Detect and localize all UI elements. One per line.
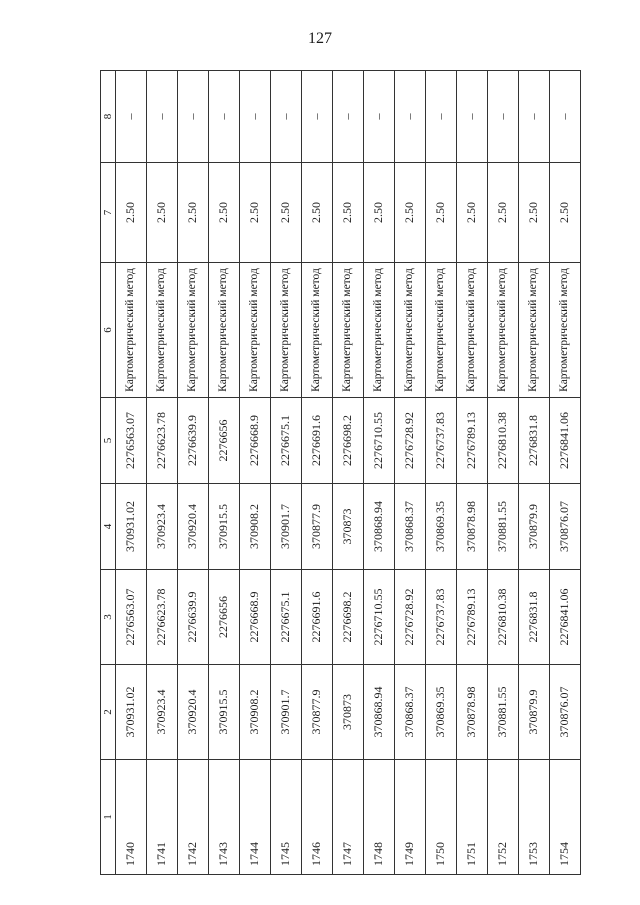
table-cell-c3: 2276623.78 bbox=[147, 570, 178, 665]
table-cell-c5: 2276623.78 bbox=[147, 398, 178, 484]
table-cell-c8: – bbox=[488, 71, 519, 163]
coordinates-table bbox=[100, 70, 581, 875]
table-cell-c2: 370908.2 bbox=[240, 665, 271, 760]
table-cell-c6: Картометрический метод bbox=[426, 263, 457, 398]
table-row bbox=[116, 71, 147, 875]
table-cell-c2: 370901.7 bbox=[271, 665, 302, 760]
table-cell-c1: 1744 bbox=[240, 760, 271, 875]
table-row bbox=[147, 71, 178, 875]
table-cell-c3: 2276639.9 bbox=[178, 570, 209, 665]
table-cell-c6: Картометрический метод bbox=[240, 263, 271, 398]
table-cell-c1: 1740 bbox=[116, 760, 147, 875]
table-row bbox=[302, 71, 333, 875]
table-cell-c4: 370877.9 bbox=[302, 484, 333, 570]
table-cell-c4: 370931.02 bbox=[116, 484, 147, 570]
table-cell-c2: 370881.55 bbox=[488, 665, 519, 760]
table-cell-c7: 2.50 bbox=[271, 163, 302, 263]
table-cell-c4: 370868.37 bbox=[395, 484, 426, 570]
column-header: 7 bbox=[101, 163, 116, 263]
table-header-row bbox=[101, 71, 116, 875]
table-cell-c1: 1754 bbox=[550, 760, 581, 875]
table-cell-c4: 370915.5 bbox=[209, 484, 240, 570]
table-cell-c3: 2276789.13 bbox=[457, 570, 488, 665]
table-cell-c7: 2.50 bbox=[209, 163, 240, 263]
table-cell-c1: 1748 bbox=[364, 760, 395, 875]
table-cell-c2: 370878.98 bbox=[457, 665, 488, 760]
table-cell-c7: 2.50 bbox=[302, 163, 333, 263]
table-cell-c7: 2.50 bbox=[395, 163, 426, 263]
table-cell-c8: – bbox=[147, 71, 178, 163]
table-cell-c2: 370873 bbox=[333, 665, 364, 760]
table-cell-c6: Картометрический метод bbox=[271, 263, 302, 398]
table-cell-c5: 2276639.9 bbox=[178, 398, 209, 484]
table-row bbox=[333, 71, 364, 875]
table-cell-c5: 2276841.06 bbox=[550, 398, 581, 484]
table-cell-c7: 2.50 bbox=[333, 163, 364, 263]
table-cell-c4: 370869.35 bbox=[426, 484, 457, 570]
table-cell-c1: 1742 bbox=[178, 760, 209, 875]
column-header: 4 bbox=[101, 484, 116, 570]
table-cell-c3: 2276810.38 bbox=[488, 570, 519, 665]
table-cell-c7: 2.50 bbox=[116, 163, 147, 263]
table-cell-c8: – bbox=[550, 71, 581, 163]
table-cell-c4: 370923.4 bbox=[147, 484, 178, 570]
table-cell-c4: 370873 bbox=[333, 484, 364, 570]
table-cell-c3: 2276675.1 bbox=[271, 570, 302, 665]
table-cell-c3: 2276841.06 bbox=[550, 570, 581, 665]
table-cell-c8: – bbox=[271, 71, 302, 163]
table-row bbox=[519, 71, 550, 875]
table-cell-c2: 370915.5 bbox=[209, 665, 240, 760]
table-cell-c5: 2276710.55 bbox=[364, 398, 395, 484]
table-cell-c2: 370931.02 bbox=[116, 665, 147, 760]
table-cell-c2: 370923.4 bbox=[147, 665, 178, 760]
table-cell-c4: 370920.4 bbox=[178, 484, 209, 570]
table-cell-c7: 2.50 bbox=[426, 163, 457, 263]
table-cell-c1: 1749 bbox=[395, 760, 426, 875]
table-cell-c4: 370879.9 bbox=[519, 484, 550, 570]
table-cell-c6: Картометрический метод bbox=[395, 263, 426, 398]
table-cell-c3: 2276698.2 bbox=[333, 570, 364, 665]
table-cell-c6: Картометрический метод bbox=[302, 263, 333, 398]
table-cell-c6: Картометрический метод bbox=[457, 263, 488, 398]
table-cell-c5: 2276810.38 bbox=[488, 398, 519, 484]
table-cell-c4: 370908.2 bbox=[240, 484, 271, 570]
table-cell-c7: 2.50 bbox=[519, 163, 550, 263]
table-row bbox=[395, 71, 426, 875]
table-cell-c1: 1747 bbox=[333, 760, 364, 875]
table-row bbox=[488, 71, 519, 875]
table-cell-c5: 2276668.9 bbox=[240, 398, 271, 484]
table-cell-c2: 370869.35 bbox=[426, 665, 457, 760]
table-cell-c6: Картометрический метод bbox=[550, 263, 581, 398]
table-cell-c5: 2276656 bbox=[209, 398, 240, 484]
table-cell-c3: 2276728.92 bbox=[395, 570, 426, 665]
table-cell-c6: Картометрический метод bbox=[364, 263, 395, 398]
table-cell-c1: 1746 bbox=[302, 760, 333, 875]
table-row bbox=[240, 71, 271, 875]
table-row bbox=[550, 71, 581, 875]
table-cell-c2: 370868.37 bbox=[395, 665, 426, 760]
table-cell-c5: 2276737.83 bbox=[426, 398, 457, 484]
table-cell-c7: 2.50 bbox=[240, 163, 271, 263]
table-cell-c8: – bbox=[519, 71, 550, 163]
column-header: 2 bbox=[101, 665, 116, 760]
table-cell-c1: 1750 bbox=[426, 760, 457, 875]
table-cell-c1: 1751 bbox=[457, 760, 488, 875]
table-cell-c4: 370901.7 bbox=[271, 484, 302, 570]
table-cell-c1: 1752 bbox=[488, 760, 519, 875]
table-cell-c6: Картометрический метод bbox=[178, 263, 209, 398]
table-cell-c1: 1745 bbox=[271, 760, 302, 875]
table-cell-c7: 2.50 bbox=[457, 163, 488, 263]
column-header: 3 bbox=[101, 570, 116, 665]
table-cell-c8: – bbox=[333, 71, 364, 163]
table-row bbox=[178, 71, 209, 875]
table-cell-c5: 2276675.1 bbox=[271, 398, 302, 484]
table-cell-c5: 2276831.8 bbox=[519, 398, 550, 484]
table-cell-c1: 1741 bbox=[147, 760, 178, 875]
table-cell-c4: 370878.98 bbox=[457, 484, 488, 570]
table-cell-c6: Картометрический метод bbox=[147, 263, 178, 398]
table-cell-c2: 370920.4 bbox=[178, 665, 209, 760]
table-cell-c2: 370879.9 bbox=[519, 665, 550, 760]
table-cell-c5: 2276563.07 bbox=[116, 398, 147, 484]
page-number: 127 bbox=[308, 30, 332, 47]
table-cell-c7: 2.50 bbox=[364, 163, 395, 263]
column-header: 1 bbox=[101, 760, 116, 875]
table-row bbox=[271, 71, 302, 875]
table-cell-c8: – bbox=[302, 71, 333, 163]
table-cell-c4: 370876.07 bbox=[550, 484, 581, 570]
table-cell-c6: Картометрический метод bbox=[488, 263, 519, 398]
table-cell-c2: 370868.94 bbox=[364, 665, 395, 760]
table-cell-c3: 2276737.83 bbox=[426, 570, 457, 665]
table-cell-c6: Картометрический метод bbox=[333, 263, 364, 398]
table-cell-c5: 2276698.2 bbox=[333, 398, 364, 484]
table-cell-c2: 370877.9 bbox=[302, 665, 333, 760]
table-row bbox=[364, 71, 395, 875]
table-cell-c8: – bbox=[240, 71, 271, 163]
table-cell-c3: 2276668.9 bbox=[240, 570, 271, 665]
table-cell-c7: 2.50 bbox=[178, 163, 209, 263]
table-cell-c3: 2276831.8 bbox=[519, 570, 550, 665]
table-cell-c1: 1743 bbox=[209, 760, 240, 875]
column-header: 8 bbox=[101, 71, 116, 163]
table-cell-c6: Картометрический метод bbox=[519, 263, 550, 398]
table-cell-c1: 1753 bbox=[519, 760, 550, 875]
table-cell-c4: 370868.94 bbox=[364, 484, 395, 570]
table-body bbox=[116, 71, 581, 875]
table-cell-c3: 2276563.07 bbox=[116, 570, 147, 665]
table-cell-c3: 2276691.6 bbox=[302, 570, 333, 665]
table-cell-c6: Картометрический метод bbox=[209, 263, 240, 398]
table-row bbox=[426, 71, 457, 875]
table-row bbox=[457, 71, 488, 875]
table-cell-c7: 2.50 bbox=[147, 163, 178, 263]
table-cell-c5: 2276691.6 bbox=[302, 398, 333, 484]
table-cell-c8: – bbox=[178, 71, 209, 163]
table-cell-c3: 2276656 bbox=[209, 570, 240, 665]
table-cell-c4: 370881.55 bbox=[488, 484, 519, 570]
table-cell-c3: 2276710.55 bbox=[364, 570, 395, 665]
column-header: 6 bbox=[101, 263, 116, 398]
table-cell-c8: – bbox=[395, 71, 426, 163]
table-cell-c5: 2276789.13 bbox=[457, 398, 488, 484]
table-cell-c8: – bbox=[116, 71, 147, 163]
table-cell-c2: 370876.07 bbox=[550, 665, 581, 760]
table-cell-c6: Картометрический метод bbox=[116, 263, 147, 398]
table-cell-c7: 2.50 bbox=[488, 163, 519, 263]
table-cell-c7: 2.50 bbox=[550, 163, 581, 263]
table-cell-c8: – bbox=[426, 71, 457, 163]
table-row bbox=[209, 71, 240, 875]
table-cell-c8: – bbox=[209, 71, 240, 163]
table-cell-c8: – bbox=[457, 71, 488, 163]
column-header: 5 bbox=[101, 398, 116, 484]
table-cell-c8: – bbox=[364, 71, 395, 163]
table-cell-c5: 2276728.92 bbox=[395, 398, 426, 484]
